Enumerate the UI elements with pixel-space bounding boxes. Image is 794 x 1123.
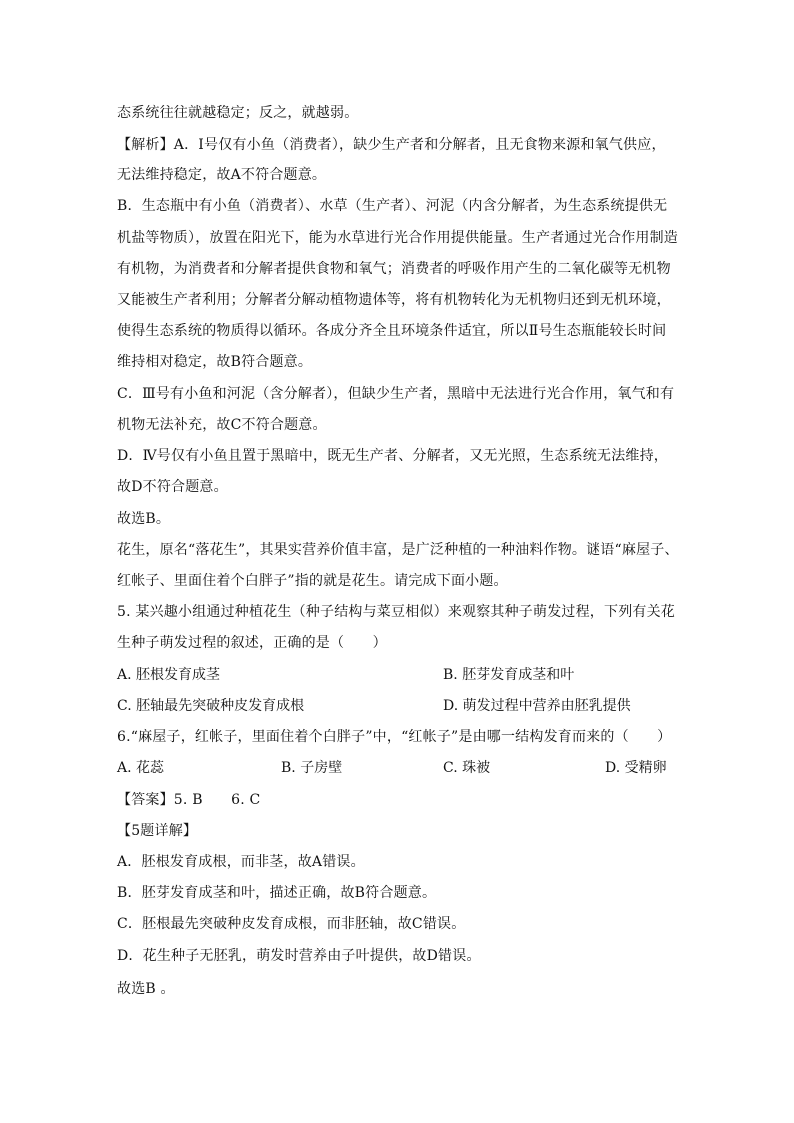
question5-option-d: D. 萌发过程中营养由胚乳提供 xyxy=(443,698,631,714)
analysis-line: 机盐等物质），放置在阳光下，能为水草进行光合作用提供能量。生产者通过光合作用制造 xyxy=(117,230,678,246)
question6-option-c: C. 珠被 xyxy=(443,760,491,776)
analysis-line: 【解析】A．Ⅰ号仅有小鱼（消费者），缺少生产者和分解者，且无食物来源和氧气供应， xyxy=(117,137,666,153)
analysis-line: 机物无法补充，故C不符合题意。 xyxy=(117,417,327,433)
analysis-line: 无法维持稳定，故A不符合题意。 xyxy=(117,167,327,183)
detail5-line: D．花生种子无胚乳，萌发时营养由子叶提供，故D错误。 xyxy=(117,948,481,964)
analysis-conclusion: 故选B。 xyxy=(117,511,171,527)
question6-stem: 6.“麻屋子，红帐子，里面住着个白胖子”中，“红帐子”是由哪一结构发育而来的（ ） xyxy=(117,729,672,745)
intro-line: 花生，原名“落花生”，其果实营养价值丰富，是广泛种植的一种油料作物。谜语“麻屋子、 xyxy=(117,542,679,558)
analysis-line: 又能被生产者利用；分解者分解动植物遗体等，将有机物转化为无机物归还到无机环境， xyxy=(117,292,671,308)
question6-option-a: A. 花蕊 xyxy=(117,760,165,776)
analysis-line: 故D不符合题意。 xyxy=(117,479,228,495)
intro-line: 红帐子、里面住着个白胖子”指的就是花生。请完成下面小题。 xyxy=(117,573,508,589)
analysis-line: 态系统往往就越稳定；反之，就越弱。 xyxy=(117,105,359,121)
analysis-line: B．生态瓶中有小鱼（消费者）、水草（生产者）、河泥（内含分解者，为生态系统提供无 xyxy=(117,198,668,214)
answer-line: 【答案】5. B 6. C xyxy=(117,792,261,808)
analysis-line: 有机物，为消费者和分解者提供食物和氧气；消费者的呼吸作用产生的二氧化碳等无机物 xyxy=(117,261,671,277)
analysis-line: C．Ⅲ号有小鱼和河泥（含分解者），但缺少生产者，黑暗中无法进行光合作用，氧气和有 xyxy=(117,386,675,402)
analysis-line: 使得生态系统的物质得以循环。各成分齐全且环境条件适宜，所以Ⅱ号生态瓶能较长时间 xyxy=(117,323,667,339)
detail5-line: B．胚芽发育成茎和叶，描述正确，故B符合题意。 xyxy=(117,885,437,901)
question5-stem: 生种子萌发过程的叙述，正确的是（ ） xyxy=(117,635,387,651)
detail5-line: A．胚根发育成根，而非茎，故A错误。 xyxy=(117,854,365,870)
analysis-line: 维持相对稳定，故B符合题意。 xyxy=(117,354,313,370)
question6-option-d: D. 受精卵 xyxy=(605,760,667,776)
detail5-heading: 【5题详解】 xyxy=(117,823,198,839)
question5-option-c: C. 胚轴最先突破种皮发育成根 xyxy=(117,698,305,714)
detail5-conclusion: 故选B 。 xyxy=(117,981,175,997)
question5-stem: 5. 某兴趣小组通过种植花生（种子结构与菜豆相似）来观察其种子萌发过程，下列有关花 xyxy=(117,604,676,620)
question5-option-b: B. 胚芽发育成茎和叶 xyxy=(443,667,575,683)
question5-option-a: A. 胚根发育成茎 xyxy=(117,667,221,683)
question6-option-b: B. 子房壁 xyxy=(281,760,343,776)
analysis-line: D．Ⅳ号仅有小鱼且置于黑暗中，既无生产者、分解者，又无光照，生态系统无法维持， xyxy=(117,448,669,464)
detail5-line: C．胚根最先突破种皮发育成根，而非胚轴，故C错误。 xyxy=(117,916,466,932)
